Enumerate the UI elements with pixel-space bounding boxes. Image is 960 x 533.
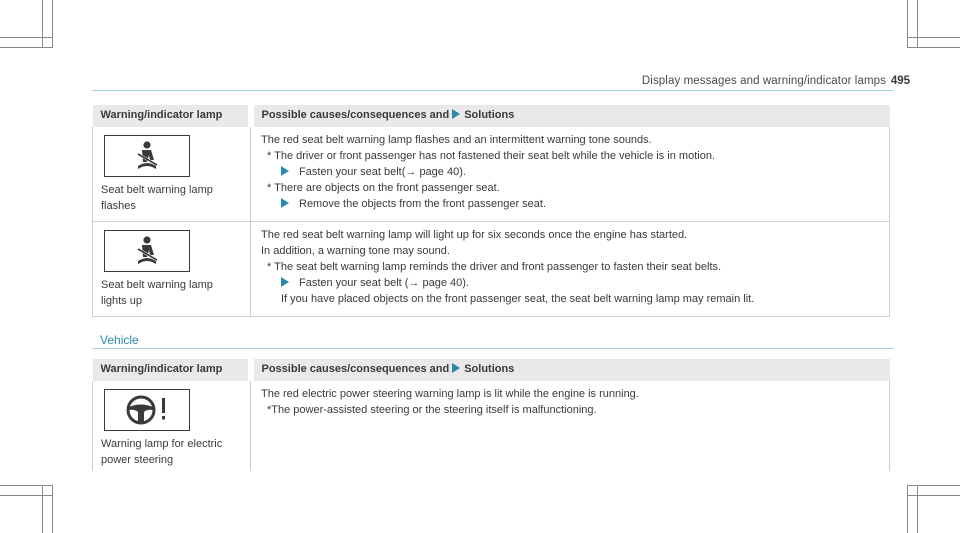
- crop-mark: [0, 37, 52, 38]
- table-row: [93, 221, 890, 316]
- cause-text: The red electric power steering warning lamp is lit while the engine is running.: [261, 387, 639, 400]
- lamp-caption: power steering: [101, 453, 174, 466]
- solution-text: Fasten your seat belt (→ page 40).: [299, 276, 469, 289]
- section-rule: [92, 348, 893, 349]
- solution-step: [261, 165, 881, 181]
- solution-note: If you have placed objects on the front passenger seat, the seat belt warning lamp may remain lit.: [281, 292, 755, 305]
- header-rule: [92, 90, 893, 91]
- cause-text: The red seat belt warning lamp flashes and an intermittent warning tone sounds.: [261, 133, 652, 146]
- steering-wheel-warning-icon: [104, 389, 190, 431]
- crop-mark: [907, 0, 908, 48]
- column-header-lamp: Warning/indicator lamp: [93, 105, 251, 127]
- causes-cell: [251, 381, 890, 471]
- seat-belt-icon: [104, 135, 190, 177]
- crop-mark: [907, 47, 960, 48]
- crop-mark: [0, 47, 52, 48]
- crop-mark: [52, 485, 53, 533]
- solution-text: Remove the objects from the front passenger seat.: [299, 197, 547, 210]
- lamp-cell: [93, 221, 251, 316]
- crop-mark: [0, 485, 52, 486]
- crop-mark: [907, 485, 960, 486]
- lamp-caption: Seat belt warning lamp: [101, 183, 213, 196]
- crop-mark: [0, 495, 52, 496]
- warning-lamp-table-vehicle: [92, 359, 890, 471]
- cause-item: *The power-assisted steering or the steering itself is malfunctioning.: [267, 403, 597, 416]
- crop-mark: [907, 37, 960, 38]
- crop-mark: [52, 0, 53, 48]
- cause-item: * The seat belt warning lamp reminds the driver and front passenger to fasten their seat belts.: [267, 260, 722, 273]
- section-title: Vehicle: [100, 333, 139, 347]
- solution-arrow-icon: [281, 166, 289, 176]
- solution-text: Fasten your seat belt(→ page 40).: [299, 165, 466, 178]
- column-header-causes-label: Possible causes/consequences and: [261, 363, 450, 375]
- causes-cell: [251, 127, 890, 221]
- cause-item: * The driver or front passenger has not fastened their seat belt while the vehicle is in motion.: [267, 149, 715, 162]
- crop-mark: [917, 485, 918, 533]
- table-header-row: [93, 105, 890, 127]
- causes-cell: [251, 221, 890, 316]
- solution-arrow-icon: [281, 277, 289, 287]
- table-header-row: [93, 359, 890, 381]
- solution-arrow-icon: [281, 198, 289, 208]
- solution-step: [261, 197, 881, 213]
- table-row: [93, 127, 890, 221]
- cause-item: * There are objects on the front passenger seat.: [267, 181, 500, 194]
- crop-mark: [917, 0, 918, 48]
- column-header-causes: [251, 359, 890, 381]
- warning-lamp-table-seat-belt: [92, 105, 890, 317]
- table-row: [93, 381, 890, 471]
- lamp-caption: Warning lamp for electric: [101, 437, 223, 450]
- lamp-cell: [93, 381, 251, 471]
- lamp-caption: lights up: [101, 294, 142, 307]
- solution-step: [261, 276, 881, 292]
- crop-mark: [907, 495, 960, 496]
- crop-mark: [42, 485, 43, 533]
- column-header-solutions-label: Solutions: [464, 109, 515, 121]
- column-header-lamp: Warning/indicator lamp: [93, 359, 251, 381]
- solution-arrow-icon: [452, 363, 460, 373]
- solution-arrow-icon: [452, 109, 460, 119]
- cause-text: The red seat belt warning lamp will light up for six seconds once the engine has started.: [261, 228, 688, 241]
- lamp-caption: Seat belt warning lamp: [101, 278, 213, 291]
- crop-mark: [42, 0, 43, 48]
- crop-mark: [907, 485, 908, 533]
- column-header-solutions-label: Solutions: [464, 363, 515, 375]
- lamp-cell: [93, 127, 251, 221]
- column-header-causes: [251, 105, 890, 127]
- lamp-caption: flashes: [101, 199, 136, 212]
- page-number: 495: [890, 75, 910, 87]
- cause-text: In addition, a warning tone may sound.: [261, 244, 450, 257]
- seat-belt-icon: [104, 230, 190, 272]
- running-head: Display messages and warning/indicator lamps: [641, 75, 886, 87]
- column-header-causes-label: Possible causes/consequences and: [261, 109, 450, 121]
